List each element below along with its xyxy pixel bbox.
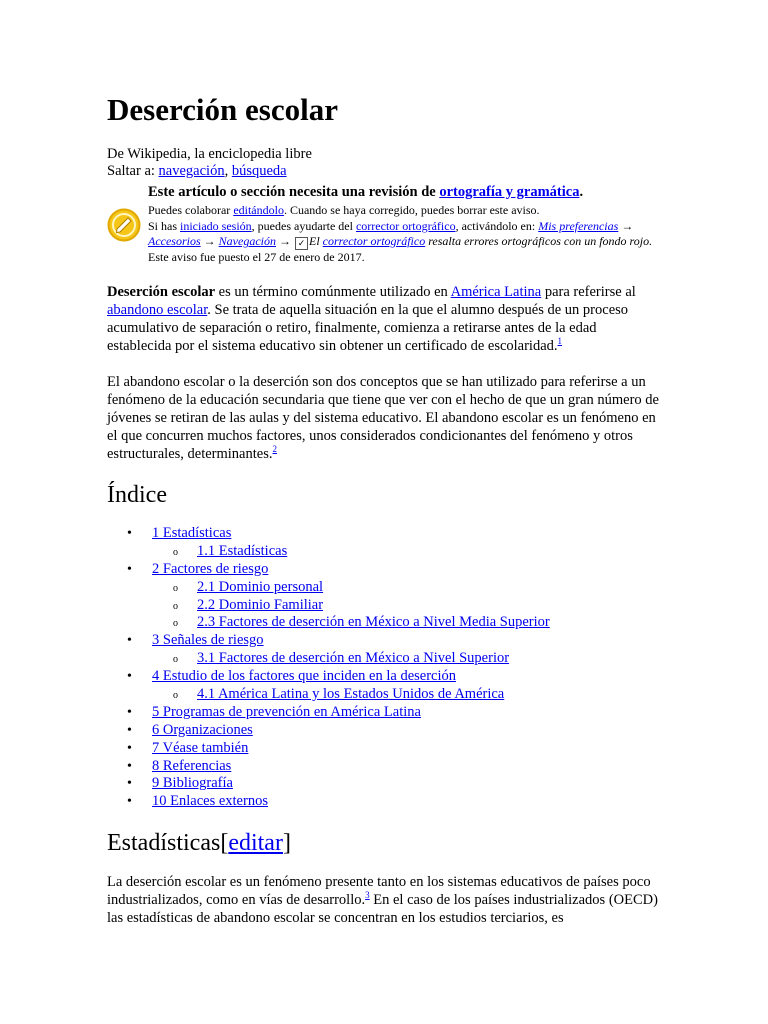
notice-body (148, 203, 668, 266)
notice-navigation-link[interactable]: Navegación (218, 234, 276, 248)
jump-navigation-link[interactable]: navegación (158, 163, 225, 179)
bullet-icon: o (173, 546, 178, 558)
toc-link[interactable]: 2.1 Dominio personal (197, 578, 324, 595)
bullet-icon: • (127, 722, 132, 738)
bullet-icon: • (127, 776, 132, 792)
reference-link-2[interactable]: 2 (272, 444, 277, 455)
notice-text: , puedes ayudarte del (251, 218, 356, 233)
page-title: Deserción escolar (107, 92, 338, 127)
notice-heading-text: Este artículo o sección necesita una revisión de (148, 184, 440, 200)
toc-link[interactable]: 5 Programas de prevención en América Latina (152, 703, 421, 720)
jump-separator: , (224, 163, 232, 179)
bullet-icon: • (127, 633, 132, 649)
notice-accessories-link[interactable]: Accesorios (148, 234, 201, 248)
bullet-icon: o (173, 654, 178, 666)
toc-link[interactable]: 2.2 Dominio Familiar (197, 596, 324, 613)
notice-heading-end: . (579, 184, 584, 200)
edit-bracket-open: [ (220, 830, 229, 856)
notice-date: Este aviso fue puesto el 27 de enero de 2017. (148, 250, 365, 264)
site-tagline: De Wikipedia, la enciclopedia libre (107, 146, 312, 162)
bullet-icon: o (173, 600, 178, 612)
toc-link[interactable]: 3 Señales de riesgo (152, 632, 264, 649)
toc-heading: Índice (107, 482, 167, 508)
reference-link-3[interactable]: 3 (365, 890, 370, 901)
para-text: La deserción escolar es un fenómeno presente tanto en los sistemas educativos de países poco industrializados, como en vías de desarrollo. (107, 874, 651, 908)
toc-link[interactable]: 3.1 Factores de deserción en México a Nivel Superior (197, 650, 510, 667)
toc-link[interactable]: 4.1 América Latina y los Estados Unidos de América (197, 686, 505, 703)
arrow-icon: → (621, 218, 634, 233)
toc-link[interactable]: 9 Bibliografía (152, 775, 233, 792)
toc-link[interactable]: 2 Factores de riesgo (152, 560, 269, 577)
notice-text: Puedes colaborar (148, 203, 234, 217)
notice-text: . Cuando se haya corregido, puedes borrar este aviso. (283, 203, 540, 217)
toc-link[interactable]: 4 Estudio de los factores que inciden en la deserción (152, 668, 456, 685)
arrow-icon: → (278, 234, 291, 248)
intro-paragraph (107, 283, 662, 355)
notice-edit-link[interactable]: editándolo (233, 203, 284, 217)
notice-grammar-link[interactable]: ortografía y gramática (439, 184, 580, 200)
para-text: es un término comúnmente utilizado en (215, 284, 451, 300)
notice-text: El (308, 234, 323, 248)
para-text: para referirse al (541, 284, 636, 300)
second-paragraph (107, 373, 662, 463)
section-title: Estadísticas (107, 830, 221, 856)
notice-spellcheck-link[interactable]: corrector ortográfico (355, 218, 456, 233)
pencil-badge-icon (107, 208, 141, 242)
bullet-icon: o (173, 618, 178, 630)
notice-login-link[interactable]: iniciado sesión (180, 218, 252, 233)
jump-prefix: Saltar a: (107, 163, 159, 179)
bullet-icon: • (127, 740, 132, 756)
checkbox-icon: ✓ (295, 237, 308, 250)
bullet-icon: • (127, 561, 132, 577)
toc-link[interactable]: 6 Organizaciones (152, 721, 253, 738)
notice-text: Si has (148, 218, 181, 233)
notice-preferences-link[interactable]: Mis preferencias (538, 218, 619, 233)
notice-heading (148, 184, 583, 201)
reference-link-1[interactable]: 1 (557, 336, 563, 347)
notice-spellcheck-link-2[interactable]: corrector ortográfico (322, 234, 426, 248)
article-meta (107, 146, 312, 180)
edit-bracket-close: ] (282, 830, 291, 856)
toc-link[interactable]: 2.3 Factores de deserción en México a Nivel Media Superior (197, 614, 550, 631)
section-paragraph (107, 873, 667, 927)
toc-link[interactable]: 1.1 Estadísticas (197, 542, 288, 559)
toc-link[interactable]: 7 Véase también (152, 739, 249, 756)
bullet-icon: • (127, 669, 132, 685)
bullet-icon: • (127, 526, 132, 541)
edit-section-link[interactable]: editar (228, 830, 283, 856)
bullet-icon: • (127, 758, 132, 774)
bullet-icon: o (173, 690, 178, 702)
america-latina-link[interactable]: América Latina (450, 284, 542, 300)
abandono-escolar-link[interactable]: abandono escolar (107, 302, 208, 318)
arrow-icon: → (203, 234, 216, 248)
notice-text: resalta errores ortográficos con un fondo rojo. (425, 234, 653, 248)
toc-link[interactable]: 1 Estadísticas (152, 525, 232, 541)
para-text: En el caso de los países industrializados (OECD) las estadísticas de abandono escolar se concentran en los estudios terciarios, es (107, 892, 658, 926)
bullet-icon: o (173, 582, 178, 594)
toc-link[interactable]: 10 Enlaces externos (152, 793, 268, 810)
term-bold: Deserción escolar (107, 284, 216, 300)
para-text: . Se trata de aquella situación en la que el alumno después de un proceso acumulativo de separación o retiro, finalmente, comienza a retirarse antes de la edad establecida por el sistema educativo sin obtener un certificado de escolaridad. (107, 302, 629, 354)
toc-link[interactable]: 8 Referencias (152, 757, 232, 774)
section-heading-estadisticas (107, 828, 291, 858)
notice-text: , activándolo en: (455, 218, 539, 233)
bullet-icon: • (127, 794, 132, 810)
jump-search-link[interactable]: búsqueda (231, 163, 287, 179)
para-text: El abandono escolar o la deserción son dos conceptos que se han utilizado para referirse a un fenómeno de la educación secundaria que tiene que ver con el hecho de que un gran número de jóvenes se retiran de las aulas y del sistema educativo. El abandono escolar es un fenómeno en el que concurren muchos factores, unos considerados condicionantes del fenómeno y otros estructurales, determinantes. (107, 374, 659, 462)
bullet-icon: • (127, 704, 132, 720)
jump-links (107, 163, 312, 180)
